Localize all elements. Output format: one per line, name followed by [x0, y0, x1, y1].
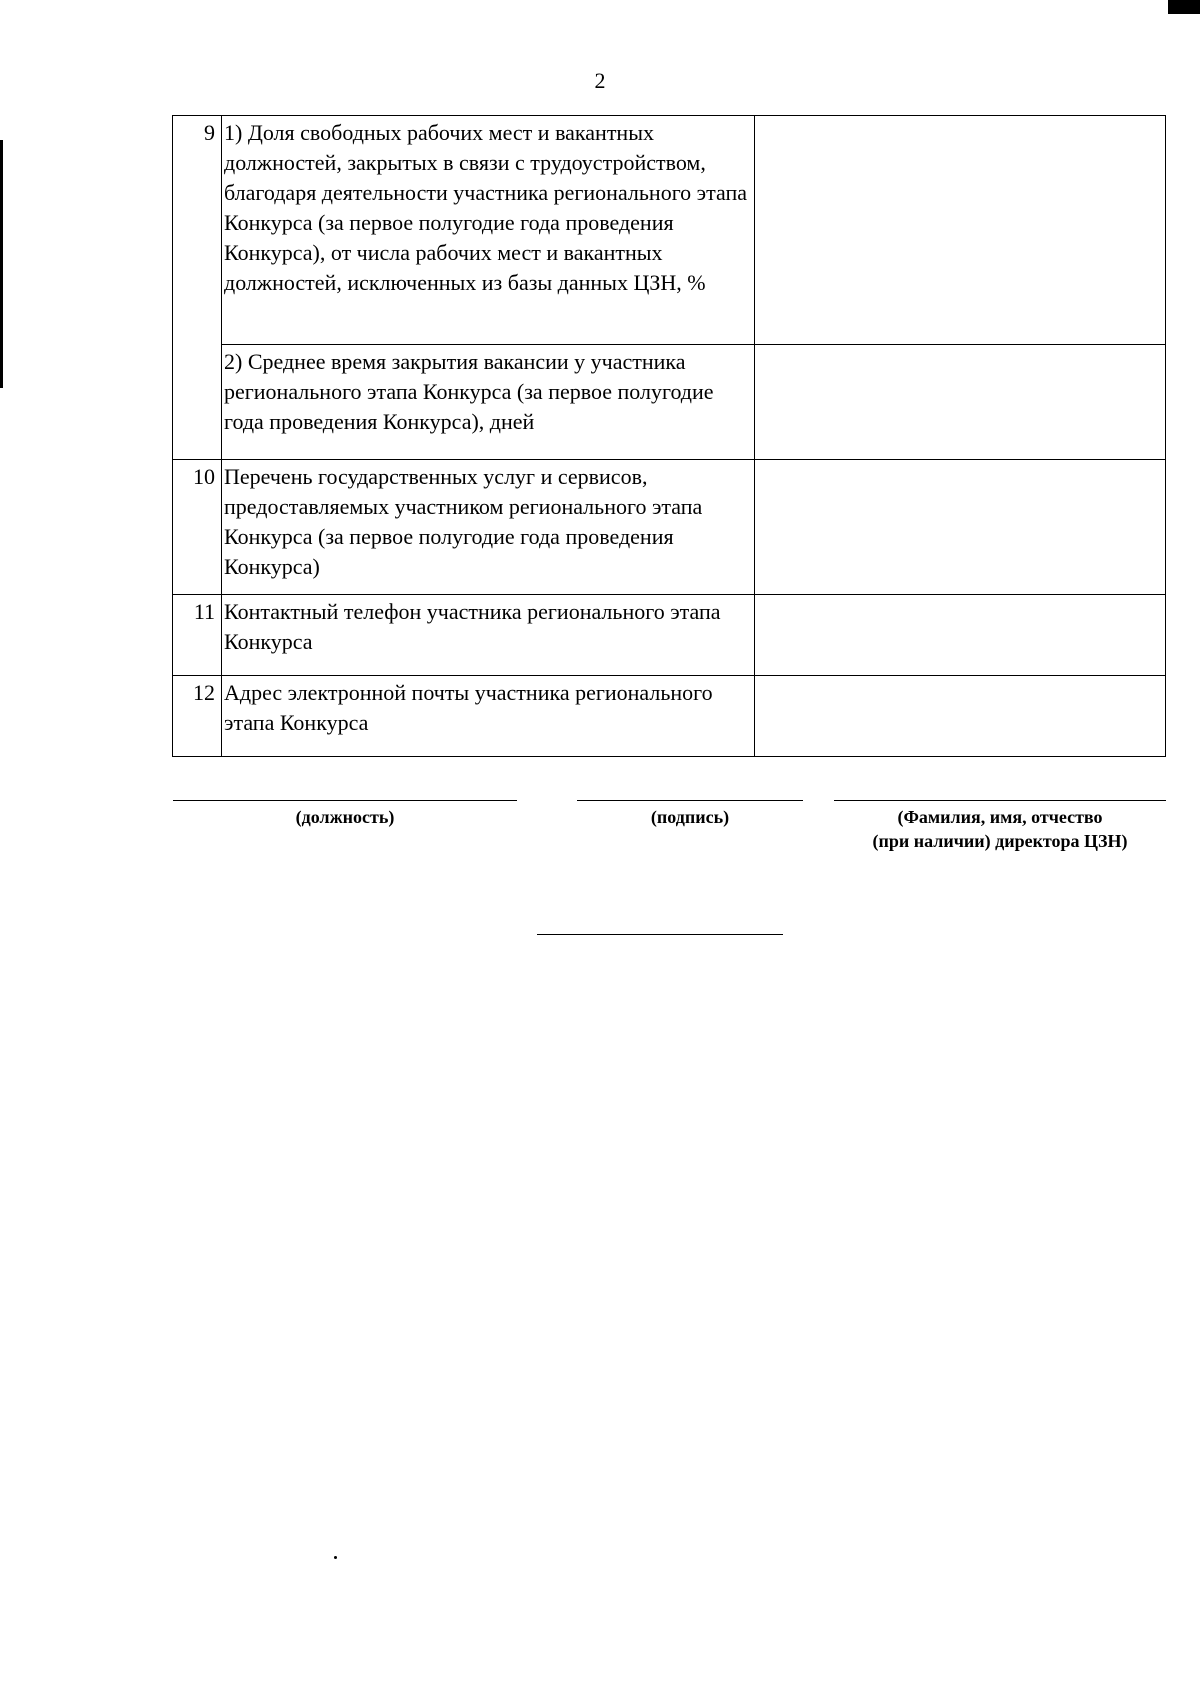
table-row: [173, 345, 1166, 460]
table-row: [173, 595, 1166, 676]
scan-edge-mark: [0, 140, 3, 388]
table-row: [173, 460, 1166, 595]
row-label: 1) Доля свободных рабочих мест и вакантных должностей, закрытых в связи с трудоустройством, благодаря деятельности участника регионального этапа Конкурса (за первое полугодие года проведения Конкурса), от числа рабочих мест и вакантных должностей, исключенных из базы данных ЦЗН, %: [222, 116, 755, 345]
row-label: 2) Среднее время закрытия вакансии у участника регионального этапа Конкурса (за первое полугодие года проведения Конкурса), дней: [222, 345, 755, 460]
name-caption-line2: (при наличии) директора ЦЗН): [872, 831, 1128, 851]
value-cell[interactable]: [755, 345, 1166, 460]
value-cell[interactable]: [755, 460, 1166, 595]
scan-corner-mark: [1168, 0, 1200, 14]
form-table: [172, 115, 1166, 757]
value-cell[interactable]: [755, 116, 1166, 345]
name-caption-line1: (Фамилия, имя, отчество: [897, 807, 1103, 827]
table-row: [173, 676, 1166, 757]
row-number: 12: [173, 676, 222, 757]
table-row: [173, 116, 1166, 345]
position-caption: (должность): [295, 807, 395, 827]
row-number: 11: [173, 595, 222, 676]
row-label: Перечень государственных услуг и сервисов, предоставляемых участником регионального этапа Конкурса (за первое полугодие года проведения Конкурса): [222, 460, 755, 595]
stray-dot: [334, 1556, 337, 1559]
name-signature-block: [834, 800, 1166, 853]
position-signature-block: [173, 800, 517, 829]
row-number: 10: [173, 460, 222, 595]
value-cell[interactable]: [755, 676, 1166, 757]
page-number: 2: [594, 68, 606, 93]
row-label: Адрес электронной почты участника регионального этапа Конкурса: [222, 676, 755, 757]
value-cell[interactable]: [755, 595, 1166, 676]
signature-caption: (подпись): [650, 807, 730, 827]
signature-block: [577, 800, 803, 829]
row-label: Контактный телефон участника регионального этапа Конкурса: [222, 595, 755, 676]
closing-rule: [537, 934, 783, 935]
row-number: 9: [173, 116, 222, 460]
